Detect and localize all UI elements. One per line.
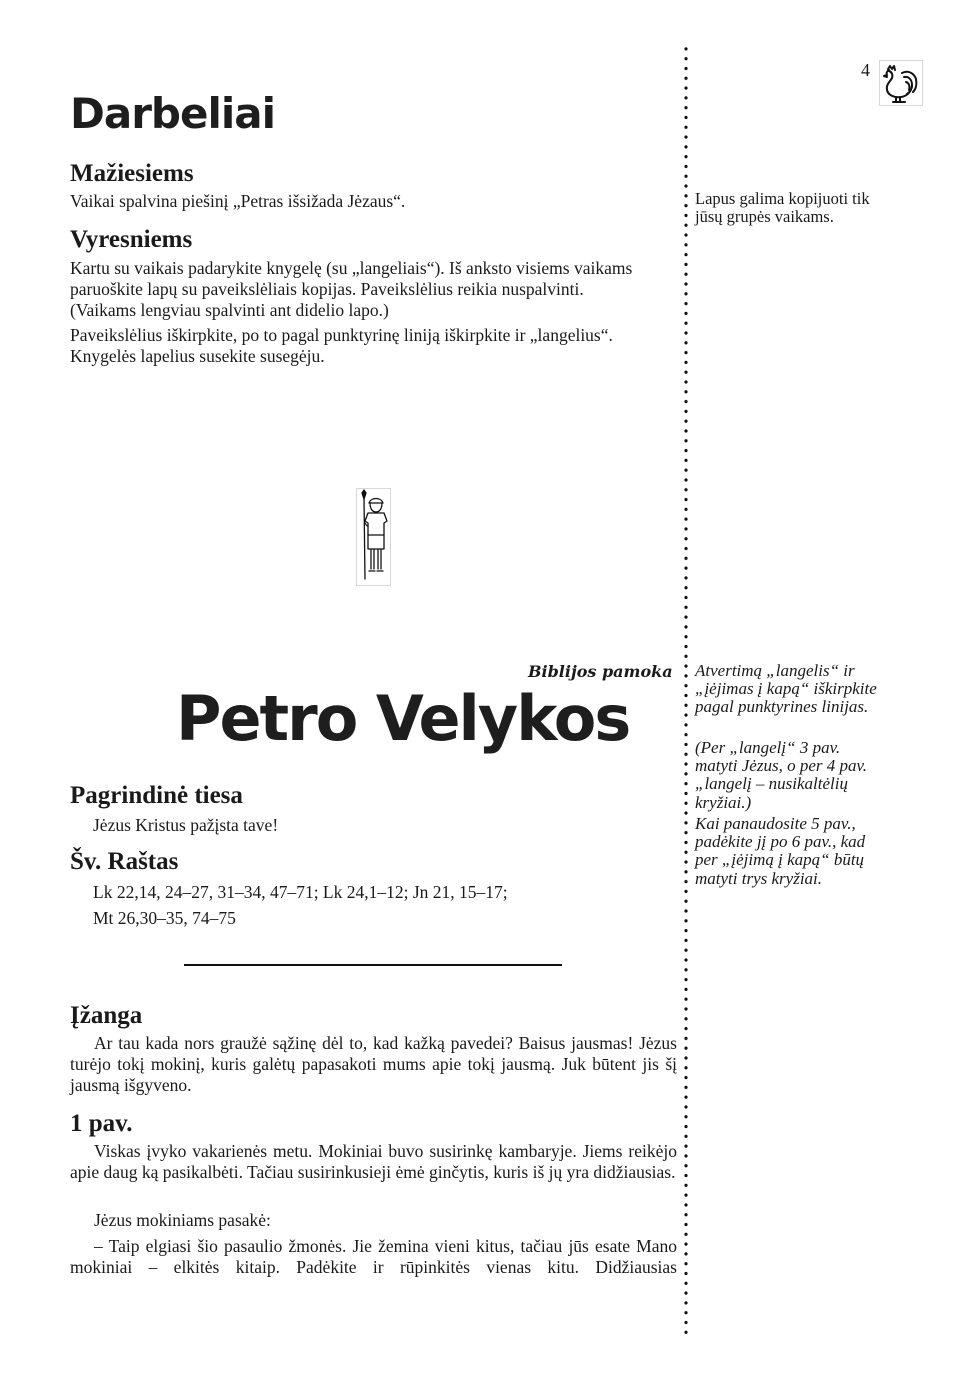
lesson-title: Petro Velykos — [176, 682, 630, 755]
copy-note: Lapus galima kopijuoti tik jūsų grupės vaikams. — [695, 189, 870, 226]
sidebar-instruction-1: Atvertimą „langelis“ ir „įėjimas į kapą“ iškirpkite pagal punktyrines linijas. — [695, 661, 877, 717]
sidebar-instruction-2: (Per „langelį“ 3 pav. matyti Jėzus, o per 4 pav. „langelį – nusikaltėlių kryžiai.) — [695, 738, 868, 812]
roman-soldier-illustration — [356, 488, 391, 586]
sidebar-instruction-3: Kai panaudosite 5 pav., padėkite jį po 6 pav., kad per „įėjimą į kapą“ būtų matyti trys kryžiai. — [695, 814, 866, 888]
picture1-paragraph-3: – Taip elgiasi šio pasaulio žmonės. Jie žemina vieni kitus, tačiau jūs esate Mano mokiniai – elkitės kitaip. Padėkite ir rūpinkitės vienas kitu. Didžiausias — [70, 1236, 677, 1277]
older-paragraph-2: Paveikslėlius iškirpkite, po to pagal punktyrinę liniją iškirpkite ir „langelius“. Knygelės lapelius susekite susegėju. — [70, 325, 613, 366]
lesson-label: Biblijos pamoka — [528, 662, 673, 681]
main-truth-text: Jėzus Kristus pažįsta tave! — [93, 815, 279, 835]
picture1-heading: 1 pav. — [70, 1110, 133, 1137]
crafts-title: Darbeliai — [70, 89, 275, 138]
scripture-line-2: Mt 26,30–35, 74–75 — [93, 908, 236, 928]
page-number: 4 — [861, 60, 870, 80]
picture1-paragraph-2: Jėzus mokiniams pasakė: — [94, 1210, 271, 1230]
older-heading: Vyresniems — [70, 226, 193, 253]
scripture-line-1: Lk 22,14, 24–27, 31–34, 47–71; Lk 24,1–12; Jn 21, 15–17; — [93, 882, 508, 902]
main-truth-heading: Pagrindinė tiesa — [70, 782, 243, 809]
scripture-heading: Šv. Raštas — [70, 848, 179, 875]
younger-text: Vaikai spalvina piešinį „Petras išsižada Jėzaus“. — [70, 191, 406, 211]
dotted-divider — [684, 44, 688, 1334]
intro-heading: Įžanga — [70, 1002, 143, 1029]
intro-text: Ar tau kada nors graužė sąžinę dėl to, kad kažką pavedei? Baisus jausmas! Jėzus turėjo tokį mokinį, kuris galėtų papasakoti mums apie tokį jausmą. Juk būtent jis šį jausmą išgyveno. — [70, 1033, 677, 1095]
older-paragraph-1: Kartu su vaikais padarykite knygelę (su „langeliais“). Iš anksto visiems vaikams paruoškite lapų su paveikslėliais kopijas. Paveikslėlius reikia nuspalvinti. (Vaikams lengviau spalvinti ant didelio lapo.) — [70, 258, 633, 320]
picture1-paragraph-1: Viskas įvyko vakarienės metu. Mokiniai buvo susirinkę kambaryje. Jiems reikėjo apie daug ką pasikalbėti. Tačiau susirinkusieji ėmė ginčytis, kuris iš jų yra didžiausias. — [70, 1141, 677, 1182]
rooster-icon — [879, 60, 923, 106]
younger-heading: Mažiesiems — [70, 160, 194, 187]
section-separator — [184, 964, 562, 966]
